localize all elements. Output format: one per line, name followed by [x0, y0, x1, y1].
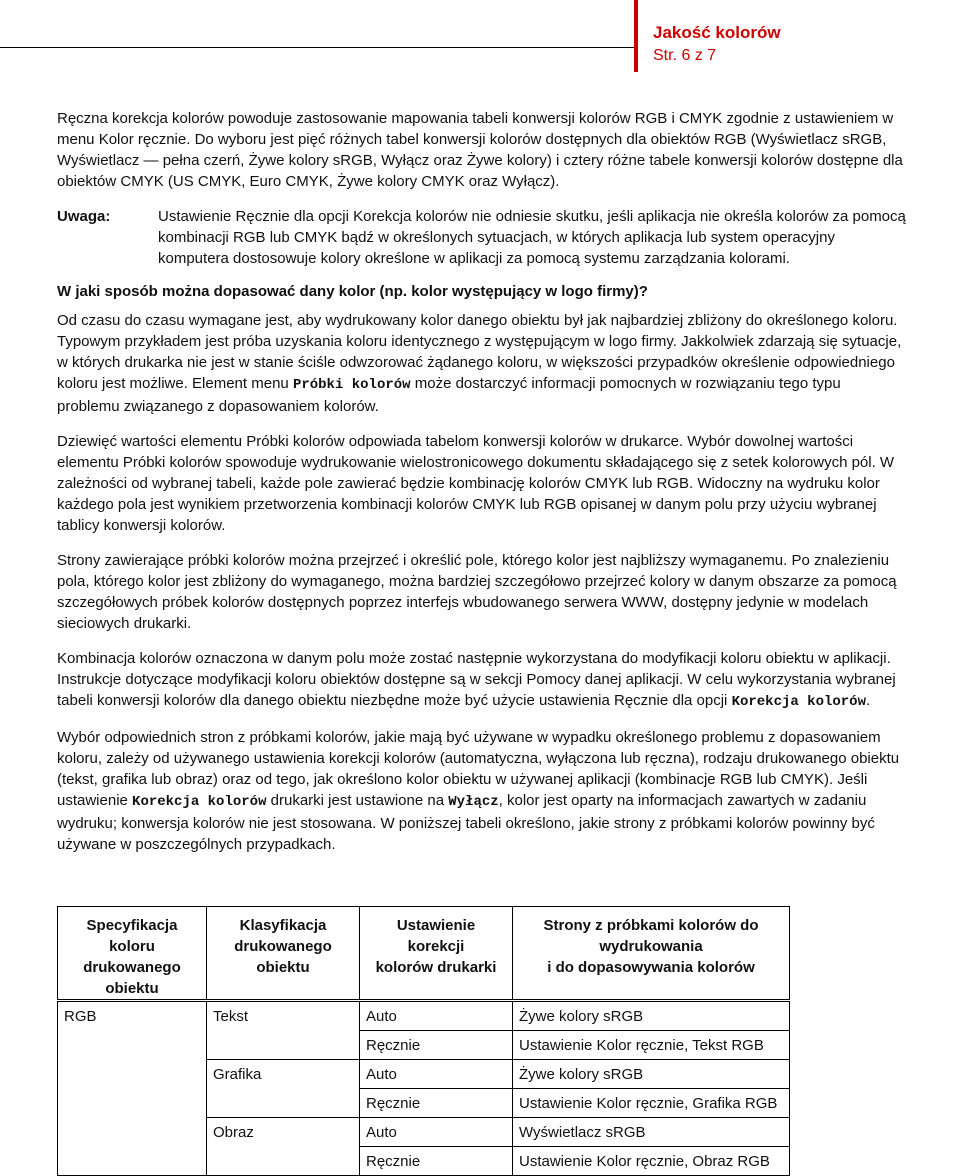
paragraph-selection: Wybór odpowiednich stron z próbkami kolorów, jakie mają być używane w wypadku określonego problemu z dopasowaniem koloru, zależy od używanego ustawienia korekcji kolorów (automatyczna, wyłączona lub ręczna), rodzaju drukowanego obiektu (tekst, grafika lub obraz) oraz od tego, jak określono kolor obiektu w używanej aplikacji (kombinacje RGB lub CMYK). Jeśli ustawienie Korekcja kolorów drukarki jest ustawione na Wyłącz, kolor jest oparty na informacjach zawartych w zadaniu wydruku; konwersja kolorów nie jest stosowana. W poniższej tabeli określono, jakie strony z próbkami kolorów powinny być używane w poszczególnych przypadkach. [57, 729, 900, 853]
menu-item-ref: Próbki kolorów [292, 377, 411, 393]
table-row: Grafika Auto Żywe kolory sRGB [58, 1060, 790, 1089]
page-title: Jakość kolorów [653, 23, 781, 42]
paragraph-combination: Kombinacja kolorów oznaczona w danym polu może zostać następnie wykorzystana do modyfikacji koloru obiektu w aplikacji. Instrukcje dotyczące modyfikacji koloru obiektów dostępne są w sekcji Pomocy danej aplikacji. W celu wykorzystania wybranej tabeli konwersji kolorów dla danego obiektu niezbędne może być użycie ustawienia Ręcznie dla opcji Korekcja kolorów. [57, 650, 896, 710]
table-row: Ręcznie Ustawienie Kolor ręcznie, Grafika RGB [58, 1089, 790, 1118]
document-body [57, 108, 907, 869]
header-accent-bar [634, 0, 638, 72]
paragraph-samples: Dziewięć wartości elementu Próbki kolorów odpowiada tabelom konwersji kolorów w drukarce. Wybór dowolnej wartości elementu Próbki kolorów spowoduje wydrukowanie wielostronicowego dokumentu składającego się z setek kolorowych pól. W zależności od wybranej tabeli, każde pole zawierać będzie kombinację kolorów CMYK lub RGB. Widoczny na wydruku kolor każdego pola jest wynikiem przetworzenia kombinacji kolorów CMYK lub RGB opisanej w danym polu przy użyciu wybranej tablicy konwersji kolorów. [57, 433, 895, 534]
table-header-cell: Strony z próbkami kolorów do wydrukowania i do dopasowywania kolorów [513, 907, 790, 1001]
note-text: Ustawienie Ręcznie dla opcji Korekcja kolorów nie odniesie skutku, jeśli aplikacja nie określa kolorów za pomocą kombinacji RGB lub CMYK bądź w określonych sytuacjach, w których aplikacja lub system operacyjny komputera dostosowuje kolory określone w aplikacji za pomocą systemu zarządzania kolorami. [158, 208, 906, 267]
paragraph-intro: Ręczna korekcja kolorów powoduje zastosowanie mapowania tabeli konwersji kolorów RGB i CMYK zgodnie z ustawieniem w menu Kolor ręcznie. Do wyboru jest pięć różnych tabel konwersji kolorów dostępnych dla obiektów RGB (Wyświetlacz sRGB, Wyświetlacz — pełna czerń, Żywe kolory sRGB, Wyłącz oraz Żywe kolory) i cztery różne tabele konwersji kolorów dostępne dla obiektów CMYK (US CMYK, Euro CMYK, Żywe kolory CMYK oraz Wyłącz). [57, 110, 903, 190]
header-rule [0, 47, 634, 48]
option-ref: Korekcja kolorów [132, 794, 267, 810]
section-heading: W jaki sposób można dopasować dany kolor (np. kolor występujący w logo firmy)? [57, 283, 648, 300]
table-header-row [58, 907, 790, 1001]
color-samples-table [57, 906, 790, 1176]
table-header-cell: Specyfikacja koloru drukowanego obiektu [58, 907, 207, 1001]
paragraph-pages: Strony zawierające próbki kolorów można przejrzeć i określić pole, którego kolor jest najbliższy wymaganemu. Po znalezieniu pola, którego kolor jest zbliżony do wymaganego, można bardziej szczegółowo przejrzeć kolory w danym obszarze za pomocą szczegółowych próbek kolorów dostępnych poprzez interfejs wbudowanego serwera WWW, dostępny jedynie w modelach sieciowych drukarki. [57, 552, 897, 632]
option-value-ref: Wyłącz [448, 794, 499, 810]
paragraph-matching: Od czasu do czasu wymagane jest, aby wydrukowany kolor danego obiektu był jak najbardziej zbliżony do określonego koloru. Typowym przykładem jest próba uzyskania koloru identycznego z występującym w logo firmy. Jakkolwiek zdarzają się sytuacje, w których drukarka nie jest w stanie ściśle odwzorować żądanego koloru, w większości przypadków określenie odpowiedniego koloru jest możliwe. Element menu Próbki kolorów może dostarczyć informacji pomocnych w rozwiązaniu tego typu problemu związanego z dopasowaniem kolorów. [57, 312, 902, 415]
table-header-cell: Klasyfikacja drukowanego obiektu [207, 907, 360, 1001]
option-ref: Korekcja kolorów [731, 694, 866, 710]
page-number: Str. 6 z 7 [653, 47, 717, 64]
note-block [57, 206, 907, 269]
table-header-cell: Ustawienie korekcji kolorów drukarki [360, 907, 513, 1001]
note-label: Uwaga: [57, 208, 111, 225]
table-row: RGB Tekst Auto Żywe kolory sRGB [58, 1001, 790, 1031]
table-row: Ręcznie Ustawienie Kolor ręcznie, Tekst RGB [58, 1031, 790, 1060]
table-row: Ręcznie Ustawienie Kolor ręcznie, Obraz RGB [58, 1147, 790, 1176]
table-row: Obraz Auto Wyświetlacz sRGB [58, 1118, 790, 1147]
